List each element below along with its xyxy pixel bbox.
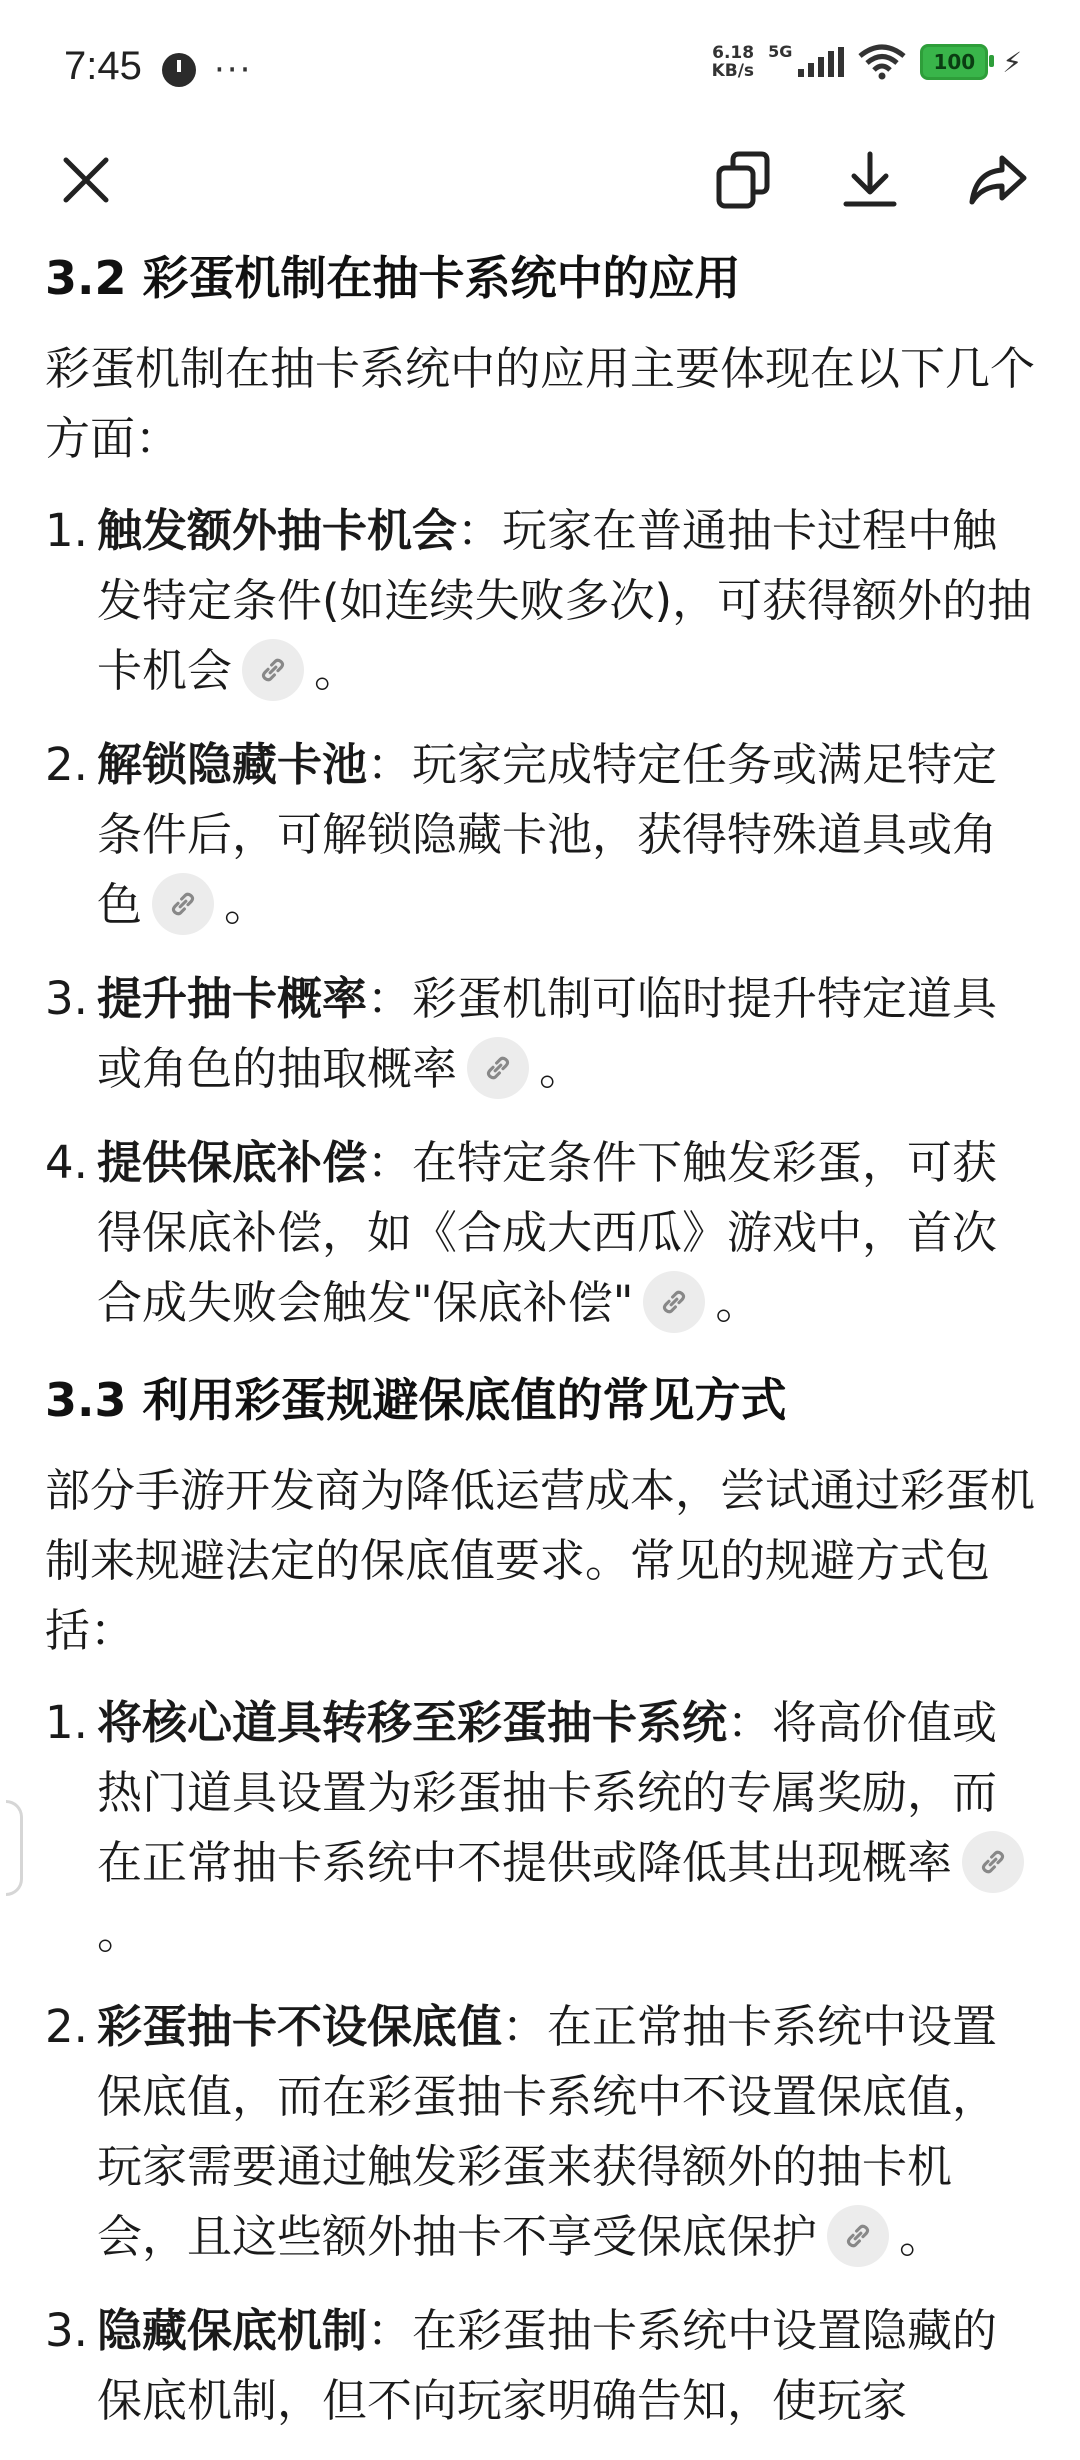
network-speed-unit: KB/s: [711, 61, 755, 81]
network-speed: [712, 44, 754, 80]
list-item-text: ：在正常抽卡系统中设置保底值，而在彩蛋抽卡系统中不设置保底值，玩家需要通过触发彩蛋来获得额外的抽卡机会，且这些额外抽卡不享受保底保护: [97, 2000, 998, 2263]
list-item: [45, 496, 1040, 706]
close-icon: [54, 148, 118, 212]
reference-link-button[interactable]: [962, 1831, 1024, 1893]
section-2: [45, 1362, 1040, 2436]
reference-link-button[interactable]: [467, 1037, 529, 1099]
list-item-end: 。: [224, 878, 270, 931]
list-item-title: 提升抽卡概率: [97, 972, 368, 1025]
section-heading: 3.2 彩蛋机制在抽卡系统中的应用: [45, 251, 741, 305]
list-number: 4.: [45, 1136, 88, 1189]
reference-link-button[interactable]: [242, 639, 304, 701]
close-button[interactable]: [46, 140, 126, 220]
share-button[interactable]: [958, 140, 1038, 220]
cell-signal-icon: [798, 47, 844, 77]
list-item-title: 彩蛋抽卡不设保底值: [97, 2000, 503, 2053]
list-item-text: ：彩蛋机制可临时提升特定道具或角色的抽取概率: [97, 972, 998, 1095]
list-item: [45, 730, 1040, 940]
link-icon: [256, 653, 290, 687]
list-item-title: 触发额外抽卡机会: [97, 504, 458, 557]
list-item-text: ：玩家完成特定任务或满足特定条件后，可解锁隐藏卡池，获得特殊道具或角色: [97, 738, 998, 931]
list-item-end: 。: [715, 1276, 761, 1329]
list-number: 1.: [45, 1696, 88, 1749]
reference-link-button[interactable]: [643, 1271, 705, 1333]
top-toolbar: [0, 130, 1080, 250]
list-item-end: 。: [899, 2210, 945, 2263]
network-speed-value: 6.18: [712, 43, 755, 63]
section-list: [45, 496, 1040, 1338]
status-right-icons: [712, 44, 1022, 80]
link-icon: [976, 1845, 1010, 1879]
article-content: [45, 240, 1040, 2460]
network-type: 5G: [768, 42, 793, 61]
battery-icon: 100: [920, 44, 988, 80]
link-icon: [657, 1285, 691, 1319]
section-heading: 3.3 利用彩蛋规避保底值的常见方式: [45, 1373, 787, 1427]
list-item-text: ：在特定条件下触发彩蛋，可获得保底补偿，如《合成大西瓜》游戏中，首次合成失败会触发"保底补偿": [97, 1136, 998, 1329]
list-item: [45, 964, 1040, 1104]
list-item-end: 。: [539, 1042, 585, 1095]
list-item-text: ：将高价值或热门道具设置为彩蛋抽卡系统的专属奖励，而在正常抽卡系统中不提供或降低其出现概率: [97, 1696, 998, 1889]
copy-button[interactable]: [703, 140, 783, 220]
status-time: 7:45: [64, 44, 142, 88]
download-icon: [838, 148, 902, 212]
share-icon: [966, 148, 1030, 212]
list-number: 3.: [45, 972, 88, 1025]
list-number: 2.: [45, 2000, 88, 2053]
edge-swipe-handle[interactable]: [6, 1800, 23, 1896]
status-bar: [0, 0, 1080, 140]
link-icon: [166, 887, 200, 921]
list-number: 3.: [45, 2304, 88, 2357]
download-button[interactable]: [830, 140, 910, 220]
list-item-text: ：玩家在普通抽卡过程中触发特定条件(如连续失败多次)，可获得额外的抽卡机会: [97, 504, 1033, 697]
list-item-title: 将核心道具转移至彩蛋抽卡系统: [97, 1696, 728, 1749]
status-left-icons: [162, 50, 252, 90]
list-number: 1.: [45, 504, 88, 557]
list-item-text: ：在彩蛋抽卡系统中设置隐藏的保底机制，但不向玩家明确告知，使玩家: [97, 2304, 998, 2427]
list-item-end: 。: [314, 644, 360, 697]
list-item-title: 提供保底补偿: [97, 1136, 368, 1189]
charging-icon: ⚡: [1002, 45, 1022, 79]
list-item-end: 。: [97, 1906, 143, 1959]
list-item: [45, 1992, 1040, 2272]
section-intro: 部分手游开发商为降低运营成本，尝试通过彩蛋机制来规避法定的保底值要求。常见的规避方式包括：: [45, 1464, 1036, 1657]
copy-icon: [711, 148, 775, 212]
reference-link-button[interactable]: [827, 2205, 889, 2267]
more-notifications-icon: ···: [214, 50, 253, 90]
section-list: [45, 1688, 1040, 2436]
list-number: 2.: [45, 738, 88, 791]
section-intro: 彩蛋机制在抽卡系统中的应用主要体现在以下几个方面：: [45, 342, 1036, 465]
list-item-title: 解锁隐藏卡池: [97, 738, 368, 791]
reference-link-button[interactable]: [152, 873, 214, 935]
list-item-title: 隐藏保底机制: [97, 2304, 368, 2357]
clock-app-icon: [162, 53, 196, 87]
link-icon: [841, 2219, 875, 2253]
wifi-icon: [858, 44, 906, 80]
list-item: [45, 2296, 1040, 2436]
list-item: [45, 1688, 1040, 1968]
link-icon: [481, 1051, 515, 1085]
list-item: [45, 1128, 1040, 1338]
